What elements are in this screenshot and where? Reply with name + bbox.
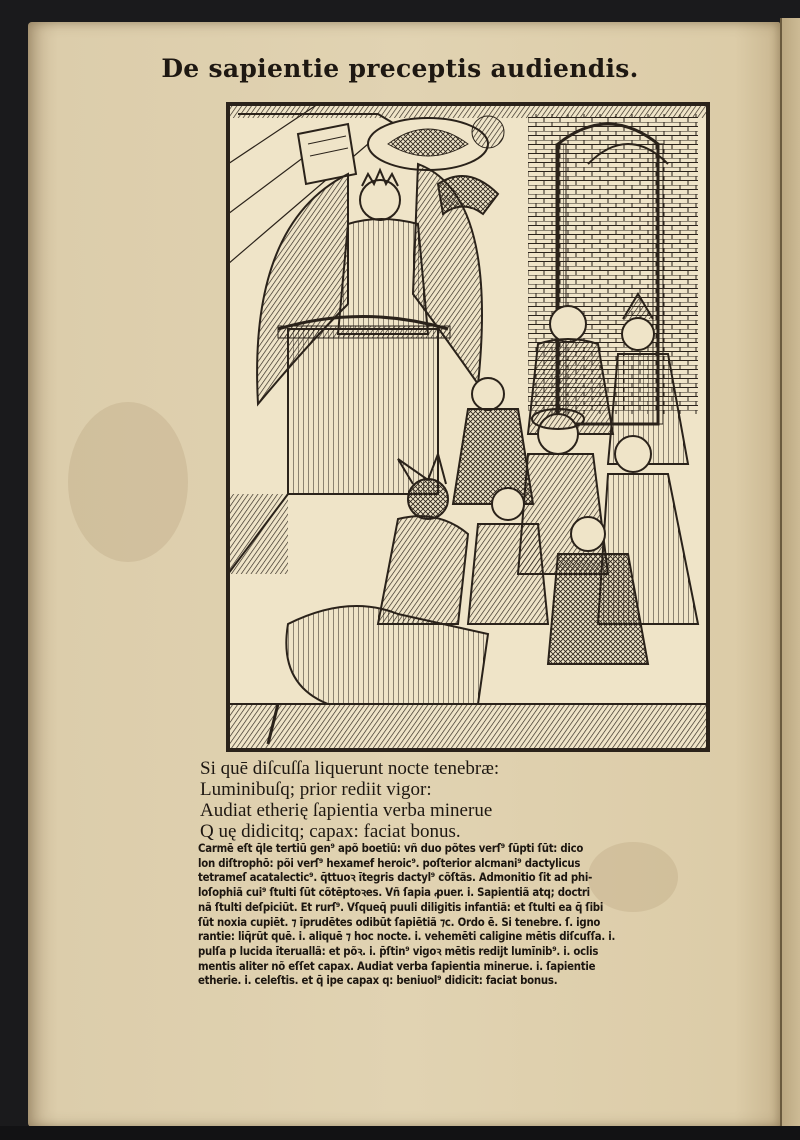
commentary-line: etherie. i. celeſtis. et q̄ ipe capax q: beniuol⁹ didicit: faciat bonus. xyxy=(198,974,558,988)
verse-line: Si quē diſcuſſa liquerunt nocte tenebræ: xyxy=(200,758,500,779)
commentary-block xyxy=(198,842,726,989)
commentary-line: Carmē eſt q̄le tertiū gen⁹ apõ boetiū: vñ duo põtes verſ⁹ ſūpti ſūt: dico xyxy=(198,842,584,855)
page-title: De sapientie preceptis audiendis. xyxy=(161,54,639,83)
commentary-line: tetrameſ acatalectic⁹. q̄ttuoꝛ ītegris dactyl⁹ cõſtãs. Admonitio ſit ad phi- xyxy=(198,871,593,885)
commentary-line: rantie: liq̄rūt quē. i. aliquē ⁊ hoc nocte. i. vehemēti caligine mētis diſcuſſa. i. xyxy=(198,930,616,944)
verse-line: Q uę didicitq; capax: faciat bonus. xyxy=(200,821,461,842)
commentary-line: mentis aliter nõ eſſet capax. Audiat verba ſapientia minerue. i. ſapientie xyxy=(198,959,596,973)
commentary-line: ſūt noxia cupiēt. ⁊ īprudētes odibūt ſapiētiã ⁊c. Ordo ē. Si tenebre. ſ. igno xyxy=(198,915,601,929)
commentary-line: nã ſtulti deſpiciūt. Et rurſ⁹. Vſqueq̄ puuli diligitis infantiã: et ſtulti ea q̄ ſibi xyxy=(198,900,604,914)
commentary-line: pulſa p lucida īteruallã: et põꝛ. i. p̄ſtin⁹ vigoꝛ mētis redijt lumīnib⁹. i. oclis xyxy=(198,944,599,958)
scan-border xyxy=(0,1126,800,1140)
floor xyxy=(228,704,708,750)
commentary-line: lon diſtrophō: põi verſ⁹ hexamef heroic⁹. poſterior alcmani⁹ dactylicus xyxy=(198,856,581,870)
pulpit xyxy=(288,329,438,494)
verse-line: Luminibuſq; prior rediit vigor: xyxy=(200,779,432,800)
woodcut-illustration xyxy=(226,102,710,752)
verse-line: Audiat etherię ſapientia verba minerue xyxy=(200,800,493,821)
paper-stain xyxy=(68,402,188,562)
commentary-line: loſophiã cui⁹ ſtulti ſūt cõtēptoꝛes. Vñ ſapia ꝓuer. i. Sapientiã atq; doctri xyxy=(198,886,590,900)
verse-block xyxy=(200,758,720,842)
facing-page-edge xyxy=(780,18,800,1128)
wisdom-head xyxy=(360,180,400,220)
